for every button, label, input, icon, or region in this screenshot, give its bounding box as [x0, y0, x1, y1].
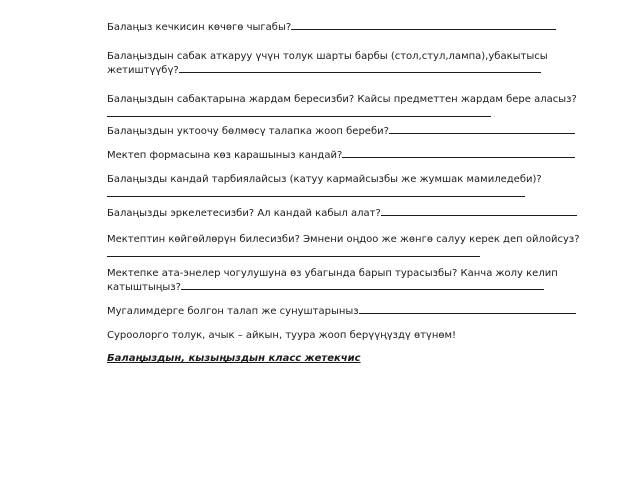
answer-line-10[interactable]	[359, 304, 576, 314]
question-9-text: Мектепке ата-энелер чогулушуна өз убагында барып турасызбы? Канча жолу келип	[107, 268, 558, 279]
instruction-text	[107, 329, 607, 342]
question-7	[107, 206, 607, 220]
answer-line-2[interactable]	[179, 63, 541, 73]
answer-line-6[interactable]	[107, 186, 525, 197]
answer-line-5[interactable]	[342, 148, 575, 158]
question-5-text: Мектеп формасына көз карашыныз кандай?	[107, 150, 343, 161]
class-teacher-signature: Балаңыздын, кызыңыздын класс жетекчис	[107, 353, 361, 364]
question-9	[107, 267, 607, 294]
question-6-text: Балаңызды кандай тарбиялайсыз (катуу кармайсызбы же жумшак мамиледеби)?	[107, 174, 542, 185]
question-7-text: Балаңызды эркелетесизби? Ал кандай кабыл алат?	[107, 208, 381, 219]
question-10-text: Мугалимдерге болгон талап же сунуштарыныз	[107, 306, 359, 317]
question-4-text: Балаңыздын уктоочу бөлмөсү талапка жооп береби?	[107, 126, 389, 137]
instruction-text-content: Суроолорго толук, ачык – айкын, туура жооп берүүңүздү өтүнөм!	[107, 330, 457, 341]
question-3-text: Балаңыздын сабактарына жардам бересизби? Кайсы предметтен жардам бере аласыз?	[107, 94, 577, 105]
question-6	[107, 173, 607, 197]
answer-line-1[interactable]	[291, 20, 556, 30]
answer-line-4[interactable]	[389, 124, 575, 134]
answer-line-7[interactable]	[381, 206, 577, 216]
question-5	[107, 148, 607, 162]
answer-line-8[interactable]	[107, 246, 480, 257]
question-2	[107, 50, 607, 77]
question-3	[107, 93, 607, 117]
question-9-text-cont: катыштыңыз?	[107, 282, 181, 293]
question-8-text: Мектептин көйгөйлөрүн билесизби? Эмнени оңдоо же жөнгө салуу керек деп ойлойсуз?	[107, 234, 580, 245]
question-2-text-cont: жетиштүүбү?	[107, 65, 179, 76]
answer-line-3[interactable]	[107, 106, 491, 117]
answer-line-9[interactable]	[181, 280, 544, 290]
question-2-text: Балаңыздын сабак аткаруу үчүн толук шарты барбы (стол,стул,лампа),убакытысы	[107, 51, 548, 62]
question-1	[107, 20, 607, 34]
question-10	[107, 304, 607, 318]
question-1-text: Балаңыз кечкисин көчөгө чыгабы?	[107, 22, 292, 33]
question-8	[107, 233, 607, 257]
question-4	[107, 124, 607, 138]
